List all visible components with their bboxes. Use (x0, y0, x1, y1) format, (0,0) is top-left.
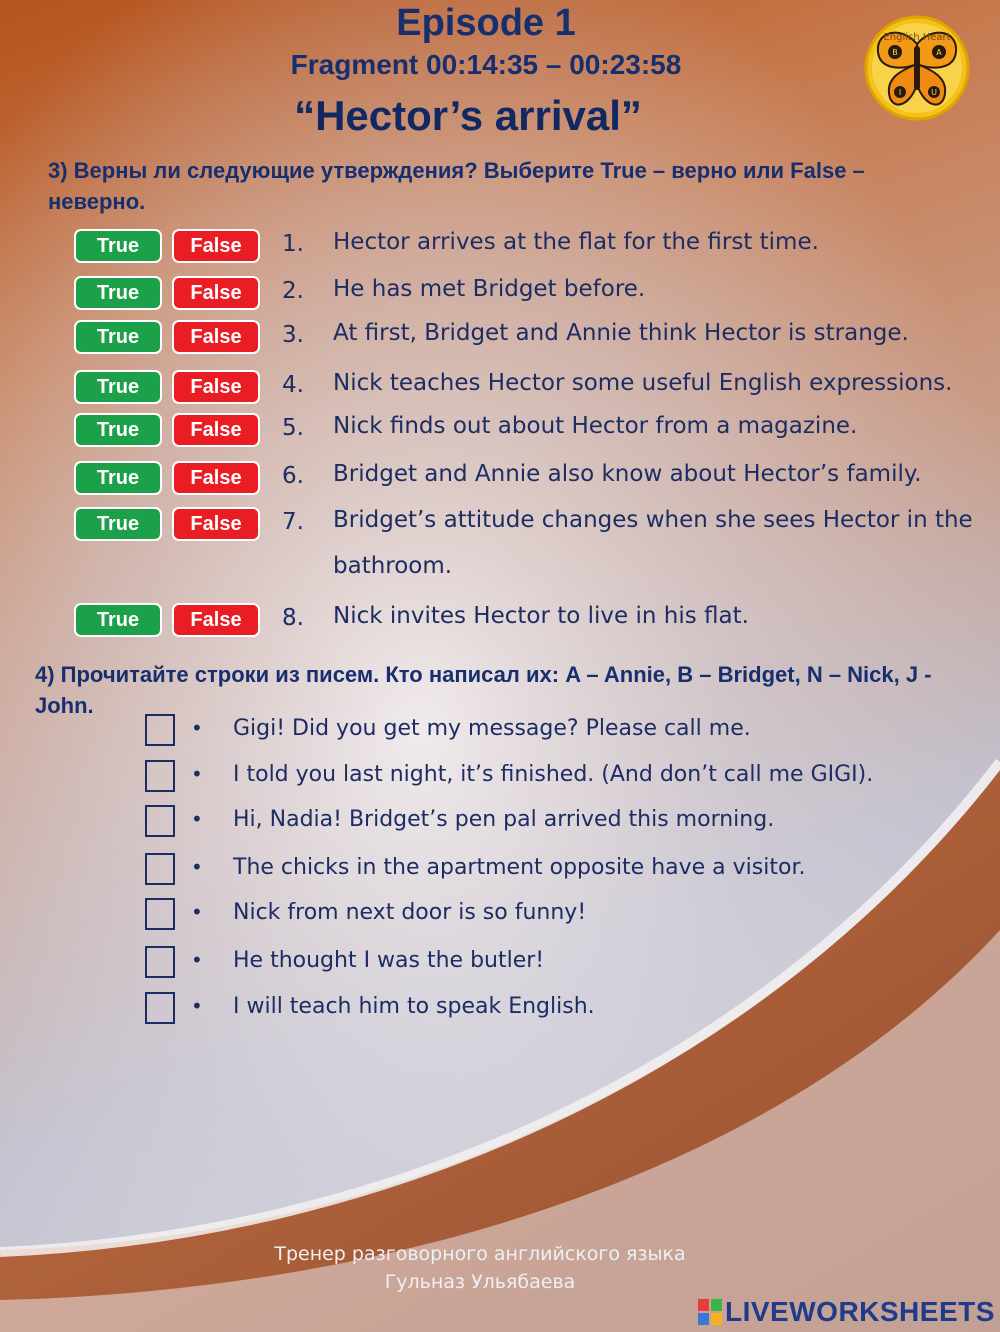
statement-row (0, 461, 1000, 501)
author-credit-line1: Тренер разговорного английского языка (274, 1243, 686, 1265)
false-button[interactable]: False (172, 370, 260, 404)
answer-box[interactable] (145, 853, 175, 885)
page-title: “Hector’s arrival” (294, 92, 642, 139)
letter-line-row (0, 714, 1000, 754)
false-button[interactable]: False (172, 413, 260, 447)
false-button[interactable]: False (172, 276, 260, 310)
answer-box[interactable] (145, 714, 175, 746)
answer-box[interactable] (145, 760, 175, 792)
letter-line-row (0, 898, 1000, 938)
statement-text: He has met Bridget before. (333, 276, 646, 302)
statement-text: Nick finds out about Hector from a magazine. (333, 413, 858, 439)
true-button[interactable]: True (74, 370, 162, 404)
false-button[interactable]: False (172, 229, 260, 263)
statement-number: 6. (282, 463, 304, 489)
svg-text:B: B (892, 48, 898, 57)
bullet: • (191, 807, 203, 831)
bullet: • (191, 994, 203, 1018)
statement-row (0, 320, 1000, 360)
episode-title: Episode 1 (396, 2, 576, 44)
statement-number: 2. (282, 278, 304, 304)
false-button[interactable]: False (172, 320, 260, 354)
false-button[interactable]: False (172, 461, 260, 495)
true-button[interactable]: True (74, 276, 162, 310)
true-button[interactable]: True (74, 229, 162, 263)
true-button[interactable]: True (74, 461, 162, 495)
statement-text: Nick teaches Hector some useful English expressions. (333, 370, 953, 396)
liveworksheets-icon (698, 1299, 722, 1325)
true-button[interactable]: True (74, 320, 162, 354)
statement-number: 7. (282, 509, 304, 535)
letter-line-row (0, 946, 1000, 986)
liveworksheets-logo[interactable] (698, 1294, 995, 1330)
false-button[interactable]: False (172, 603, 260, 637)
letter-line-text: Hi, Nadia! Bridget’s pen pal arrived this morning. (233, 807, 775, 832)
butterfly-logo (862, 14, 972, 122)
statement-number: 1. (282, 231, 304, 257)
letter-line-text: Gigi! Did you get my message? Please call me. (233, 716, 751, 741)
fragment-timecode: Fragment 00:14:35 – 00:23:58 (290, 49, 682, 80)
bullet: • (191, 855, 203, 879)
answer-box[interactable] (145, 946, 175, 978)
section4-instruction: 4) Прочитайте строки из писем. Кто написал их: A – Annie, B – Bridget, N – Nick, J - John. (35, 662, 932, 718)
true-button[interactable]: True (74, 507, 162, 541)
letter-line-text: I told you last night, it’s finished. (And don’t call me GIGI). (233, 762, 874, 787)
svg-text:U: U (931, 88, 937, 97)
statement-row (0, 413, 1000, 453)
author-credit-line2: Гульназ Ульябаева (384, 1271, 576, 1293)
letter-line-row (0, 853, 1000, 893)
logo-text: English Heart (883, 32, 951, 43)
section3-instruction: 3) Верны ли следующие утверждения? Выберите True – верно или False – неверно. (48, 158, 865, 214)
letter-line-row (0, 992, 1000, 1032)
answer-box[interactable] (145, 898, 175, 930)
true-button[interactable]: True (74, 413, 162, 447)
letter-line-text: The chicks in the apartment opposite have a visitor. (233, 855, 806, 880)
false-button[interactable]: False (172, 507, 260, 541)
statement-text: Nick invites Hector to live in his flat. (333, 603, 749, 629)
letter-line-row (0, 760, 1000, 800)
letter-line-text: I will teach him to speak English. (233, 994, 595, 1019)
statement-text: Bridget’s attitude changes when she sees Hector in the bathroom. (333, 507, 973, 579)
letter-line-text: He thought I was the butler! (233, 948, 545, 973)
statement-number: 3. (282, 322, 304, 348)
bullet: • (191, 948, 203, 972)
statement-text: Bridget and Annie also know about Hector’s family. (333, 461, 922, 487)
bullet: • (191, 762, 203, 786)
author-credit (230, 1240, 730, 1296)
true-button[interactable]: True (74, 603, 162, 637)
letter-line-text: Nick from next door is so funny! (233, 900, 587, 925)
liveworksheets-brand: LIVEWORKSHEETS (725, 1296, 995, 1327)
bullet: • (191, 716, 203, 740)
statement-text: At first, Bridget and Annie think Hector is strange. (333, 320, 909, 346)
statement-row (0, 229, 1000, 269)
bullet: • (191, 900, 203, 924)
answer-box[interactable] (145, 992, 175, 1024)
statement-number: 4. (282, 372, 304, 398)
statement-row (0, 507, 1000, 579)
statement-text: Hector arrives at the flat for the first time. (333, 229, 819, 255)
statement-number: 5. (282, 415, 304, 441)
answer-box[interactable] (145, 805, 175, 837)
statement-row (0, 603, 1000, 643)
statement-number: 8. (282, 605, 304, 631)
svg-text:I: I (898, 88, 902, 97)
svg-text:A: A (936, 48, 942, 57)
letter-line-row (0, 805, 1000, 845)
